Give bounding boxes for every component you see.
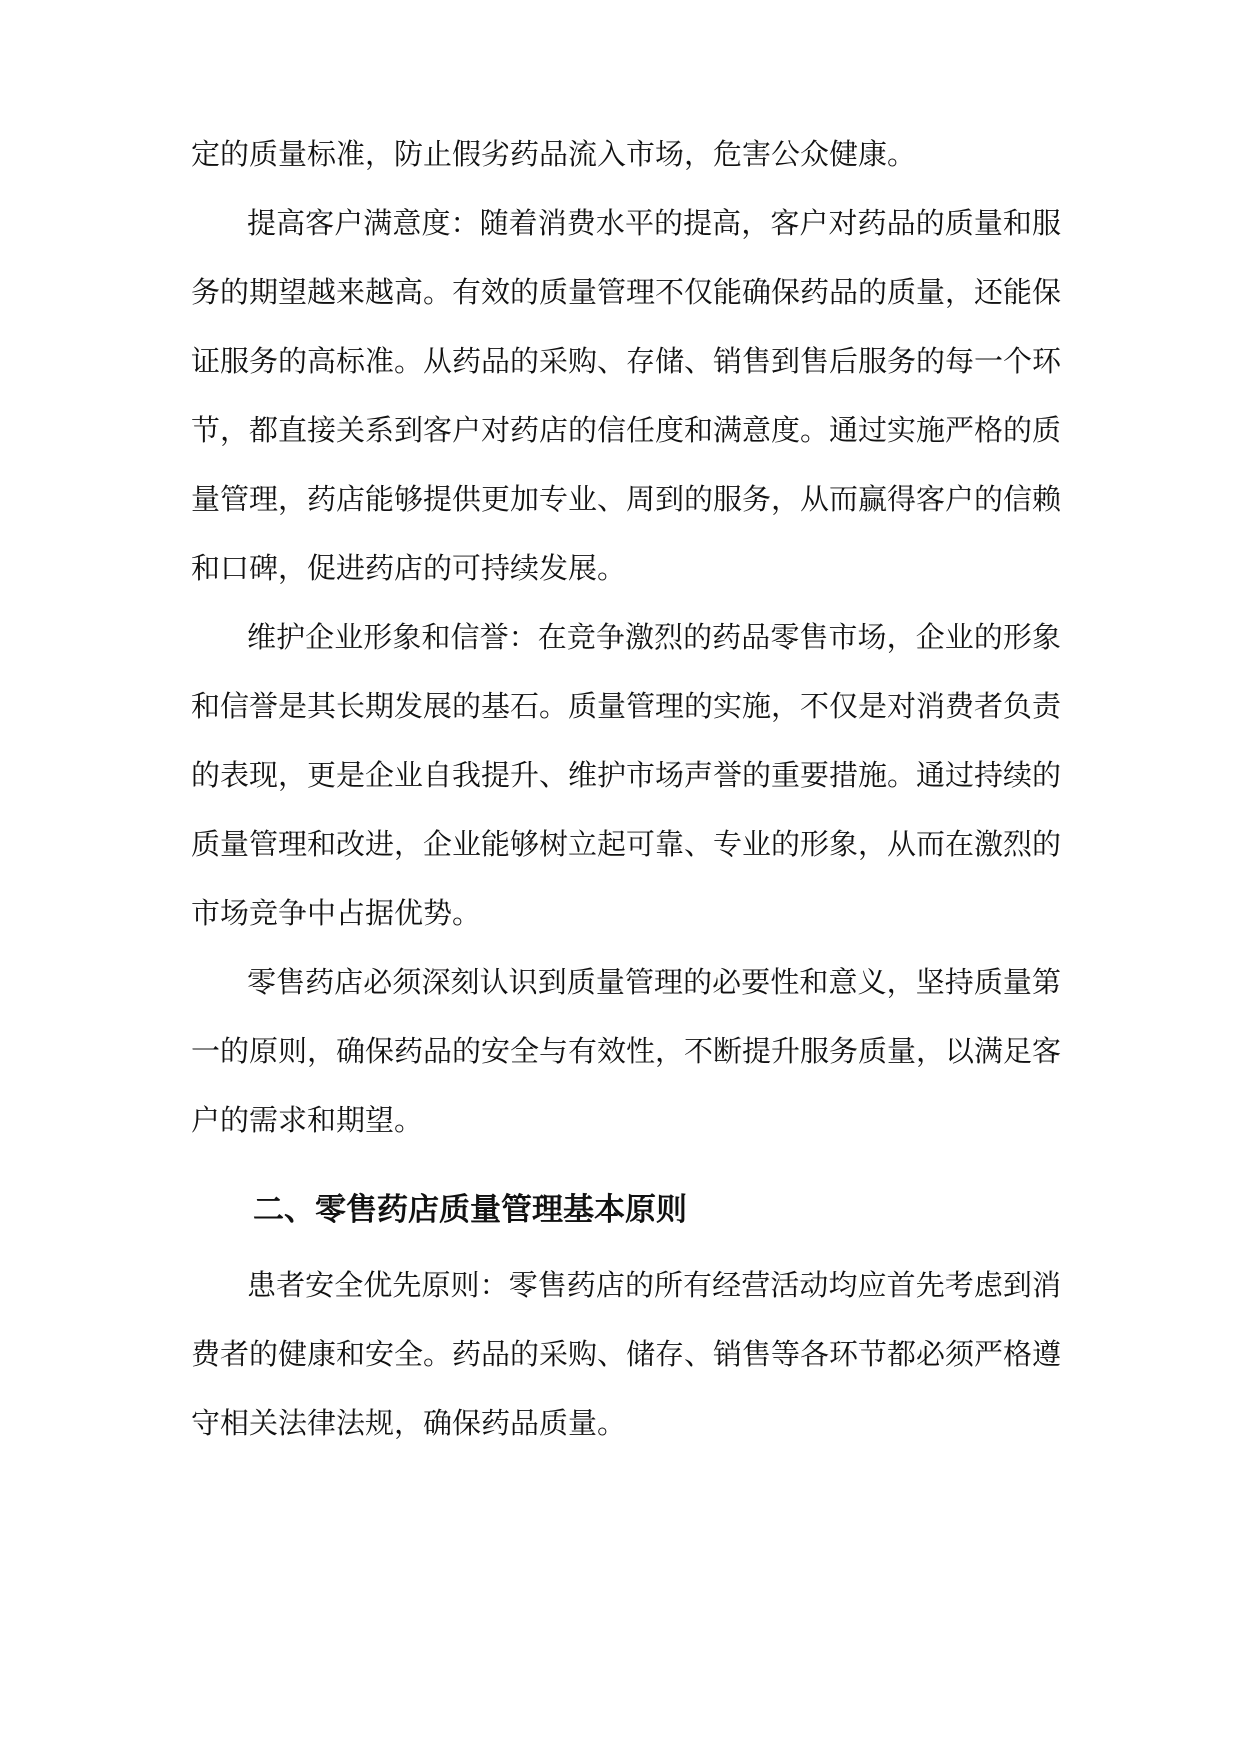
paragraph-line: 户的需求和期望。 — [191, 1103, 424, 1137]
paragraph-line: 患者安全优先原则：零售药店的所有经营活动均应首先考虑到消 — [247, 1268, 1061, 1302]
paragraph-line: 量管理，药店能够提供更加专业、周到的服务，从而赢得客户的信赖 — [191, 482, 1061, 516]
paragraph-line: 维护企业形象和信誉：在竞争激烈的药品零售市场，企业的形象 — [247, 620, 1061, 654]
paragraph-line: 务的期望越来越高。有效的质量管理不仅能确保药品的质量，还能保 — [191, 275, 1061, 309]
paragraph-line: 的表现，更是企业自我提升、维护市场声誉的重要措施。通过持续的 — [191, 758, 1061, 792]
paragraph-line: 质量管理和改进，企业能够树立起可靠、专业的形象，从而在激烈的 — [191, 827, 1061, 861]
paragraph-line: 节，都直接关系到客户对药店的信任度和满意度。通过实施严格的质 — [191, 413, 1061, 447]
paragraph-line: 市场竞争中占据优势。 — [191, 896, 482, 930]
paragraph-line: 和信誉是其长期发展的基石。质量管理的实施，不仅是对消费者负责 — [191, 689, 1061, 723]
paragraph-line: 零售药店必须深刻认识到质量管理的必要性和意义，坚持质量第 — [247, 965, 1061, 999]
paragraph-line: 一的原则，确保药品的安全与有效性，不断提升服务质量，以满足客 — [191, 1034, 1061, 1068]
paragraph-line: 和口碑，促进药店的可持续发展。 — [191, 551, 627, 585]
paragraph-line: 定的质量标准，防止假劣药品流入市场，危害公众健康。 — [191, 137, 917, 171]
paragraph-line: 证服务的高标准。从药品的采购、存储、销售到售后服务的每一个环 — [191, 344, 1061, 378]
paragraph-line: 守相关法律法规，确保药品质量。 — [191, 1406, 627, 1440]
paragraph-line: 提高客户满意度：随着消费水平的提高，客户对药品的质量和服 — [247, 206, 1061, 240]
section-heading: 二、零售药店质量管理基本原则 — [253, 1192, 687, 1228]
paragraph-line: 费者的健康和安全。药品的采购、储存、销售等各环节都必须严格遵 — [191, 1337, 1061, 1371]
